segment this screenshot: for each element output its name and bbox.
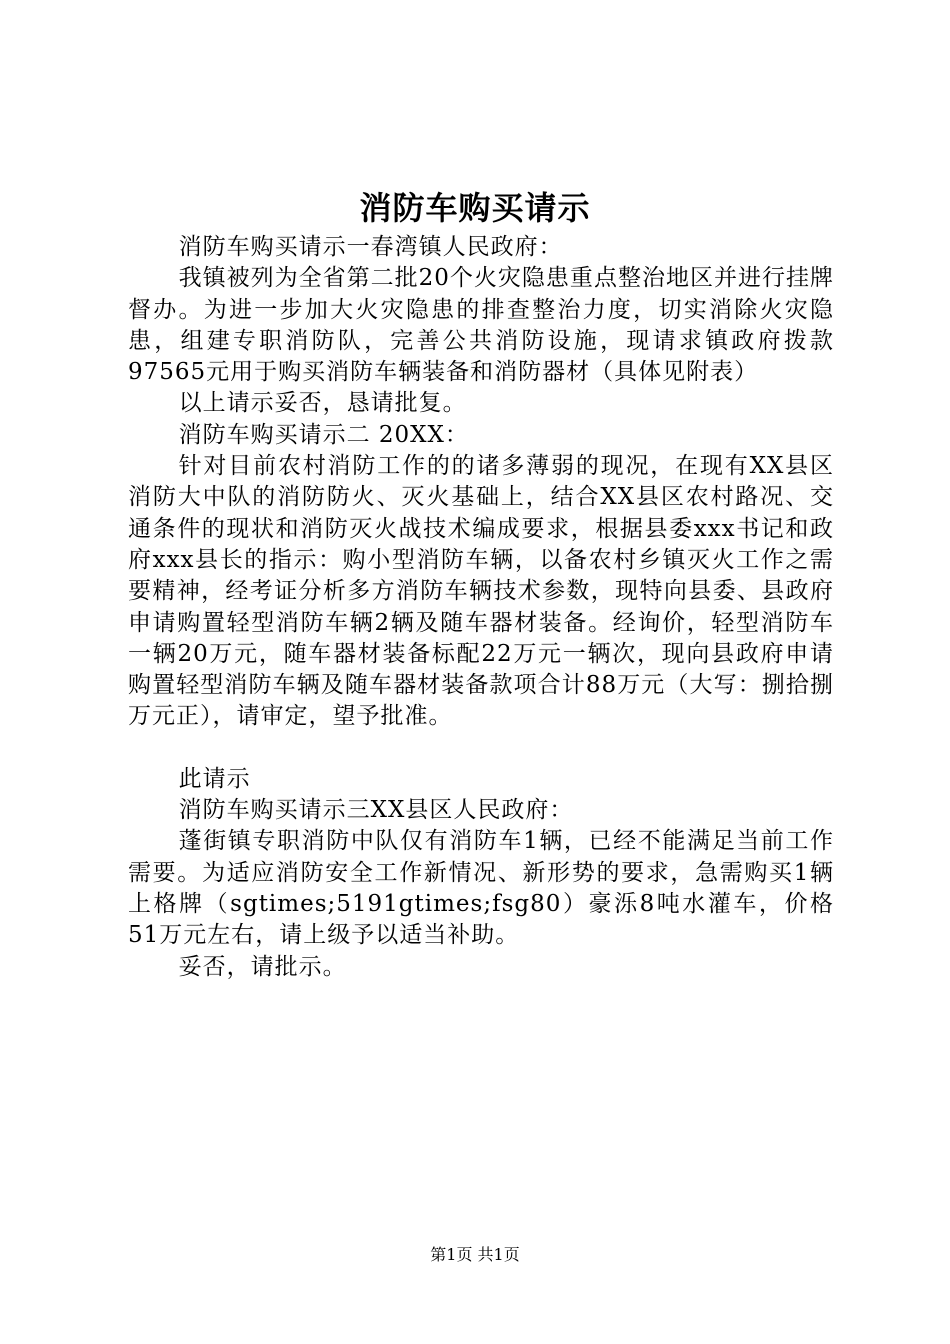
request-two-closing: 此请示 [178, 765, 251, 792]
request-one-body: 我镇被列为全省第二批20个火灾隐患重点整治地区并进行挂牌督办。为进一步加大火灾隐患的排查整治力度，切实消除火灾隐患，组建专职消防队，完善公共消防设施，现请求镇政府拨款97565元用于购买消防车辆装备和消防器材（具体见附表） [128, 265, 834, 386]
request-one-heading: 消防车购买请示一春湾镇人民政府： [178, 234, 563, 260]
document-body [128, 232, 834, 983]
request-one-closing: 以上请示妥否，恳请批复。 [178, 390, 467, 417]
request-three-heading: 消防车购买请示三XX县区人民政府： [178, 797, 574, 824]
request-three-closing: 妥否，请批示。 [178, 953, 347, 980]
request-two-body: 针对目前农村消防工作的的诸多薄弱的现况，在现有XX县区消防大中队的消防防火、灭火基础上，结合XX县区农村路况、交通条件的现状和消防灭火战技术编成要求，根据县委xxx书记和政府xxx县长的指示：购小型消防车辆，以备农村乡镇灭火工作之需要精神，经考证分析多方消防车辆技术参数，现特向县委、县政府申请购置轻型消防车辆2辆及随车器材装备。经询价，轻型消防车一辆20万元，随车器材装备标配22万元一辆次，现向县政府申请购置轻型消防车辆及随车器材装备款项合计88万元（大写：捌拾捌万元正），请审定，望予批准。 [128, 453, 834, 730]
request-three-body: 蓬街镇专职消防中队仅有消防车1辆，已经不能满足当前工作需要。为适应消防安全工作新情况、新形势的要求，急需购买1辆上格牌（sgtimes;5191gtimes;fsg80）豪泺8吨水灌车，价格51万元左右，请上级予以适当补助。 [128, 828, 834, 949]
page-number-footer: 第1页 共1页 [430, 1245, 520, 1264]
request-two-heading: 消防车购买请示二 20XX： [178, 421, 469, 448]
document-title: 消防车购买请示 [359, 189, 591, 227]
